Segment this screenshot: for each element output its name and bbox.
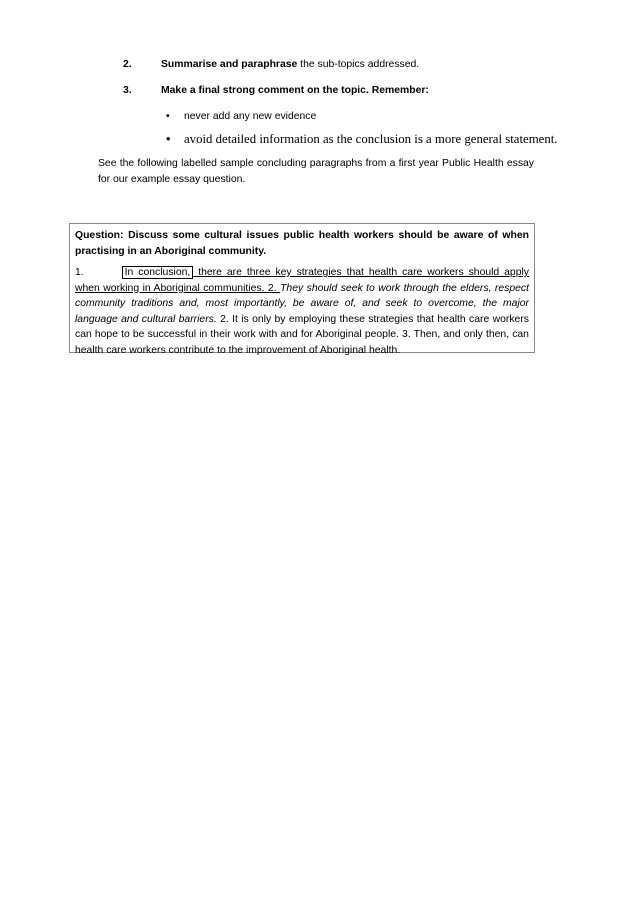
- label-2: 2.: [264, 282, 281, 294]
- label-4: 3.: [398, 329, 414, 340]
- sample-conclusion: [75, 265, 529, 358]
- bullet-item: [166, 110, 316, 124]
- step-text: the sub-topics addressed.: [297, 59, 420, 70]
- bullet-text: never add any new evidence: [184, 111, 317, 122]
- bullet-text: avoid detailed information as the conclusion is a more general statement.: [184, 132, 558, 146]
- boxed-phrase: In conclusion,: [122, 266, 194, 279]
- label-3: 2.: [216, 313, 233, 325]
- step-bold-text: Summarise and paraphrase: [161, 59, 298, 70]
- question-text: Question: Discuss some cultural issues public health workers should be aware of when practising in an Aboriginal community.: [75, 230, 529, 257]
- step-2: [123, 58, 419, 72]
- label-1: 1.: [75, 267, 84, 278]
- intro-paragraph: See the following labelled sample concluding paragraphs from a first year Public Health essay for our example essay question.: [98, 158, 534, 185]
- question-box: [69, 223, 535, 356]
- step-bold-text: Make a final strong comment on the topic. Remember:: [161, 85, 429, 96]
- segment-4: Then, and only then, can health care workers contribute to the improvement of Aboriginal health.: [75, 329, 529, 356]
- bullet-item: [166, 132, 557, 146]
- step-3: [123, 84, 429, 98]
- step-number: 3.: [123, 85, 132, 96]
- segment-1: there are three key strategies that health care workers should apply when working in Aboriginal communities.: [75, 267, 529, 294]
- step-number: 2.: [123, 59, 132, 70]
- segment-3: It is only by employing these strategies that health care workers can hope to be successful in their work with and for Aboriginal people.: [75, 313, 529, 340]
- bullet-icon: •: [166, 132, 171, 146]
- bullet-icon: •: [166, 111, 170, 122]
- segment-2: They should seek to work through the elders, respect community traditions and, most importantly, be aware of, and seek to overcome, the major language and cultural barriers.: [75, 282, 530, 325]
